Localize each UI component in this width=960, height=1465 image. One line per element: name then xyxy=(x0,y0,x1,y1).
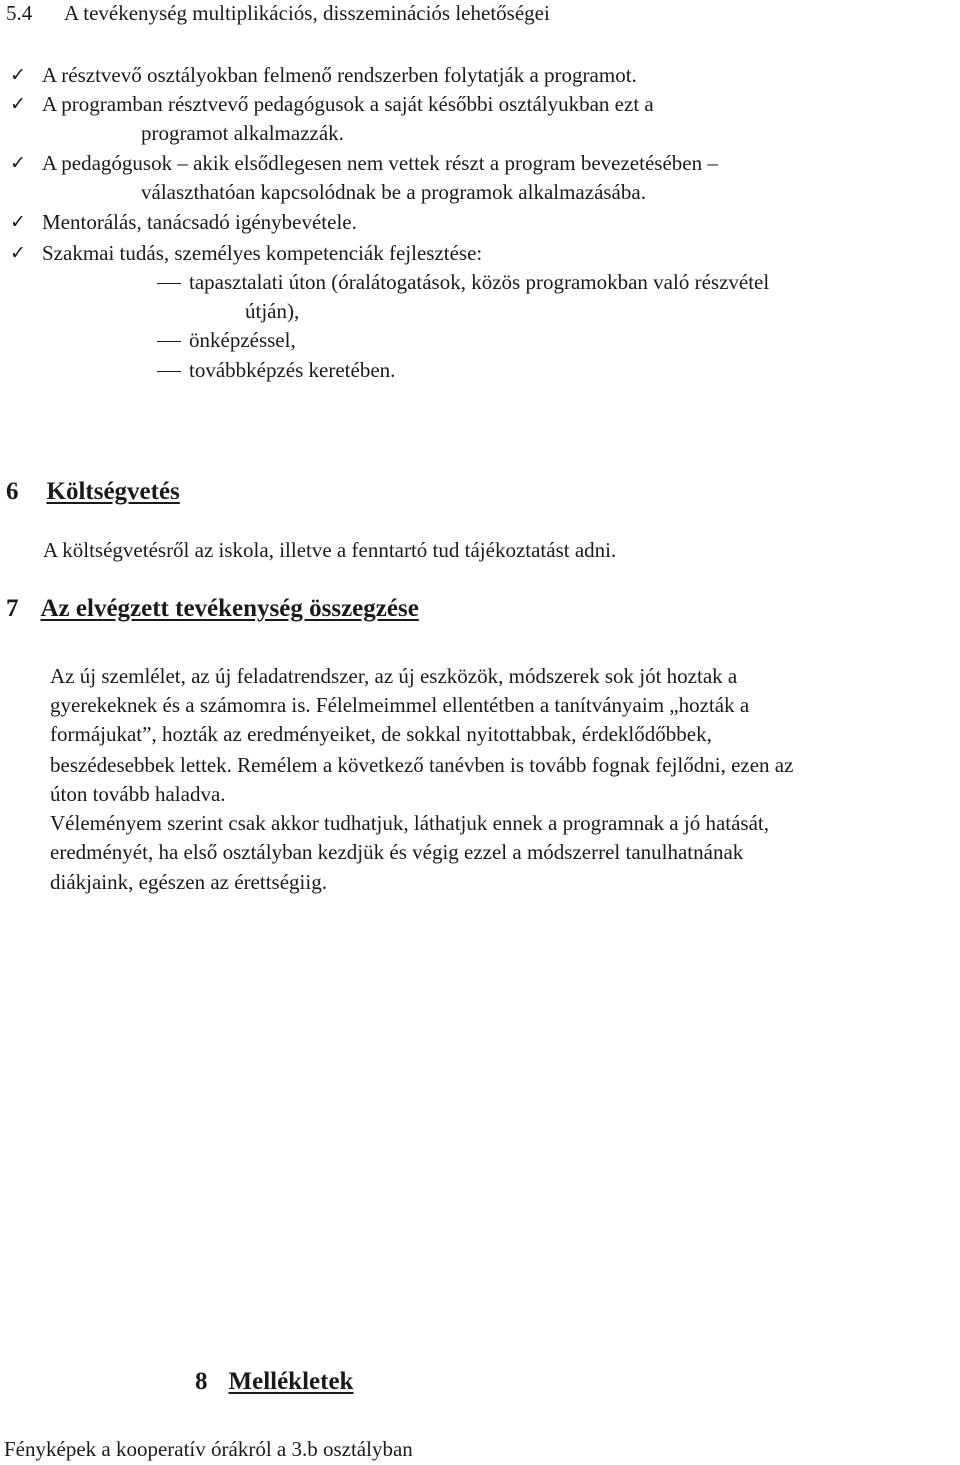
dash-icon xyxy=(157,283,181,284)
section-number: 5.4 xyxy=(6,1,33,25)
checkmark-icon: ✓ xyxy=(10,211,26,233)
list-item-text: Szakmai tudás, személyes kompetenciák fejlesztése: xyxy=(42,241,483,265)
checkmark-icon: ✓ xyxy=(10,93,26,115)
section-heading-5-4 xyxy=(6,0,550,26)
checkmark-icon: ✓ xyxy=(10,242,26,264)
list-item-continuation: választhatóan kapcsolódnak be a programok alkalmazásába. xyxy=(141,180,646,204)
section-heading-8 xyxy=(195,1367,353,1397)
list-item-continuation: programot alkalmazzák. xyxy=(141,121,344,145)
section-title: Mellékletek xyxy=(228,1368,354,1395)
dash-list-item xyxy=(157,268,769,297)
section-6-body: A költségvetésről az iskola, illetve a fenntartó tud tájékoztatást adni. xyxy=(43,538,617,562)
checkmark-icon: ✓ xyxy=(10,152,26,174)
dash-item-text: tapasztalati úton (óralátogatások, közös programokban való részvétel xyxy=(189,270,770,294)
dash-icon xyxy=(157,341,181,342)
section-title: Költségvetés xyxy=(46,478,180,505)
dash-list-item xyxy=(157,356,395,385)
dash-item-text: továbbképzés keretében. xyxy=(189,358,396,382)
dash-list-item xyxy=(157,326,296,355)
checkmark-icon: ✓ xyxy=(10,64,26,86)
list-item-text: A programban résztvevő pedagógusok a saját későbbi osztályukban ezt a xyxy=(42,92,654,116)
dash-icon xyxy=(157,371,181,372)
section-heading-7 xyxy=(6,594,419,624)
list-item-text: Mentorálás, tanácsadó igénybevétele. xyxy=(42,210,357,234)
section-title: A tevékenység multiplikációs, disszeminációs lehetőségei xyxy=(64,1,550,25)
dash-item-continuation: útján), xyxy=(245,299,300,323)
paragraph-line: eredményét, ha első osztályban kezdjük és végig ezzel a módszerrel tanulhatnának xyxy=(50,840,744,864)
section-heading-6 xyxy=(6,477,180,507)
attachment-caption: Fényképek a kooperatív órákról a 3.b osztályban xyxy=(4,1437,413,1461)
paragraph-line: gyerekeknek és a számomra is. Félelmeimmel ellentétben a tanítványaim „hozták a xyxy=(50,693,750,717)
paragraph-line: beszédesebbek lettek. Remélem a következő tanévben is tovább fognak fejlődni, ezen az xyxy=(50,753,794,777)
section-number: 8 xyxy=(195,1368,208,1395)
list-item-text: A résztvevő osztályokban felmenő rendszerben folytatják a programot. xyxy=(42,63,637,87)
section-title: Az elvégzett tevékenység összegzése xyxy=(40,595,419,622)
paragraph-line: diákjaink, egészen az érettségiig. xyxy=(50,870,327,894)
dash-item-text: önképzéssel, xyxy=(189,328,296,352)
section-number: 6 xyxy=(6,478,19,505)
paragraph-line: úton tovább haladva. xyxy=(50,782,226,806)
paragraph-line: Véleményem szerint csak akkor tudhatjuk, láthatjuk ennek a programnak a jó hatását, xyxy=(50,811,769,835)
paragraph-line: Az új szemlélet, az új feladatrendszer, az új eszközök, módszerek sok jót hoztak a xyxy=(50,664,738,688)
paragraph-line: formájukat”, hozták az eredményeiket, de sokkal nyitottabbak, érdeklődőbbek, xyxy=(50,722,712,746)
section-number: 7 xyxy=(6,595,19,622)
list-item-text: A pedagógusok – akik elsődlegesen nem vettek részt a program bevezetésében – xyxy=(42,151,718,175)
